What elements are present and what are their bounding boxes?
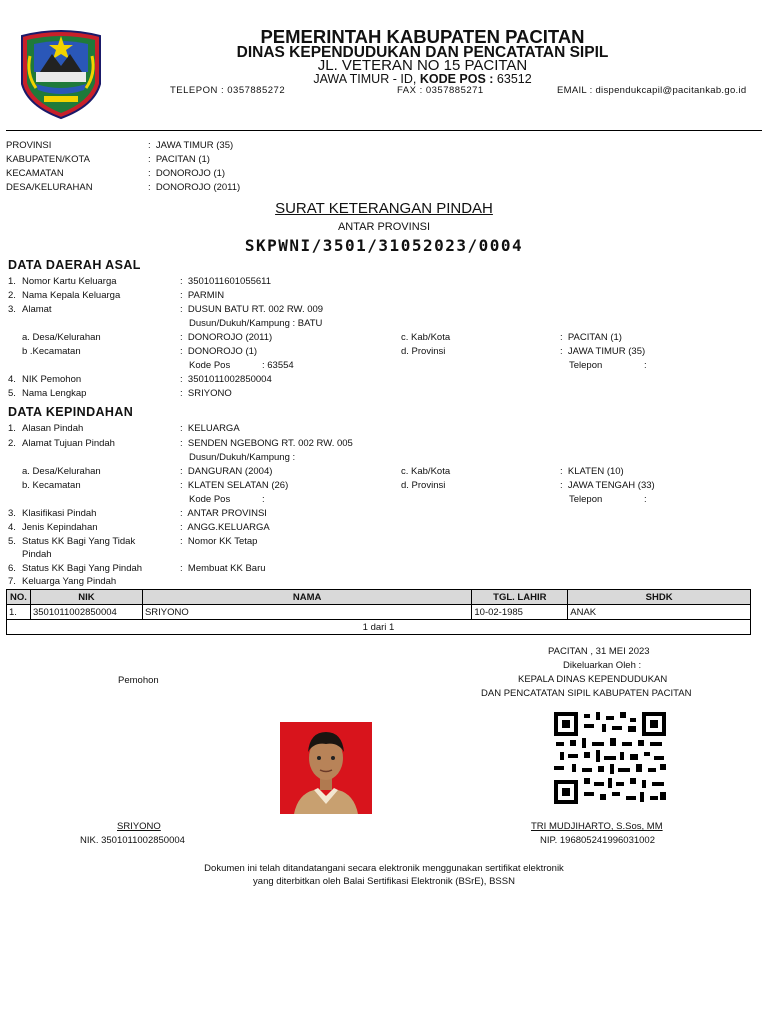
field-value: : SENDEN NGEBONG RT. 002 RW. 005 <box>180 438 353 449</box>
header-fax: FAX : 0357885271 <box>397 85 484 96</box>
field-no: 2. <box>8 290 16 301</box>
document-title: SURAT KETERANGAN PINDAH <box>275 200 493 217</box>
field-no: 2. <box>8 438 16 449</box>
field-value: : 63554 <box>262 360 294 371</box>
issuing-office-line1: KEPALA DINAS KEPENDUDUKAN <box>518 674 668 685</box>
applicant-name: SRIYONO <box>117 821 161 832</box>
field-label: a. Desa/Kelurahan <box>22 466 101 477</box>
field-label: Status KK Bagi Yang Tidak <box>22 536 136 547</box>
field-value: : 3501011601055611 <box>180 276 272 287</box>
header-agency: DINAS KEPENDUDUKAN DAN PENCATATAN SIPIL <box>236 44 609 61</box>
official-nip: NIP. 196805241996031002 <box>540 835 655 846</box>
field-no: 1. <box>8 276 16 287</box>
region-value: : DONOROJO (2011) <box>148 182 241 193</box>
field-value: : JAWA TIMUR (35) <box>560 346 646 357</box>
table-cell: 3501011002850004 <box>30 605 142 620</box>
column-header: TGL. LAHIR <box>472 590 568 605</box>
applicant-label: Pemohon <box>118 675 159 686</box>
table-cell: ANAK <box>568 605 751 620</box>
field-dusun: Dusun/Dukuh/Kampung : BATU <box>189 318 323 329</box>
field-label: Nama Lengkap <box>22 388 87 399</box>
field-no: 5. <box>8 388 16 399</box>
field-label: Kode Pos <box>189 360 231 371</box>
field-value: : ANTAR PROVINSI <box>180 508 267 519</box>
pacitan-regency-emblem <box>14 26 108 120</box>
field-value: : <box>262 494 265 505</box>
field-label: Kode Pos <box>189 494 231 505</box>
field-value: : DUSUN BATU RT. 002 RW. 009 <box>180 304 324 315</box>
region-label: KECAMATAN <box>6 168 64 179</box>
field-label: Alasan Pindah <box>22 423 84 434</box>
table-header-row <box>7 590 751 605</box>
field-value: : DONOROJO (1) <box>180 346 258 357</box>
field-label: Jenis Kepindahan <box>22 522 98 533</box>
field-value: : KLATEN (10) <box>560 466 624 477</box>
header-phone: TELEPON : 0357885272 <box>170 85 286 96</box>
field-dusun: Dusun/Dukuh/Kampung : <box>189 452 296 463</box>
field-label: Telepon <box>569 494 603 505</box>
field-no: 4. <box>8 522 16 533</box>
field-label: NIK Pemohon <box>22 374 82 385</box>
verification-qr-code <box>554 712 666 804</box>
field-value: : <box>644 360 647 371</box>
region-value: : JAWA TIMUR (35) <box>148 140 234 151</box>
family-members-table <box>6 589 751 635</box>
applicant-nik: NIK. 3501011002850004 <box>80 835 185 846</box>
field-label: Keluarga Yang Pindah <box>22 576 117 587</box>
region-label: PROVINSI <box>6 140 52 151</box>
column-header: NAMA <box>142 590 471 605</box>
field-value: : KLATEN SELATAN (26) <box>180 480 289 491</box>
issuing-office-line2: DAN PENCATATAN SIPIL KABUPATEN PACITAN <box>481 688 692 699</box>
field-no: 5. <box>8 536 16 547</box>
official-name: TRI MUDJIHARTO, S.Sos, MM <box>531 821 663 832</box>
issued-by: Dikeluarkan Oleh : <box>563 660 642 671</box>
field-label: Telepon <box>569 360 603 371</box>
header-postcode: 63512 <box>496 72 532 86</box>
field-value: : PACITAN (1) <box>560 332 622 343</box>
field-value: : Nomor KK Tetap <box>180 536 258 547</box>
table-cell: 1. <box>7 605 31 620</box>
table-cell: SRIYONO <box>142 605 471 620</box>
footer-line2: yang diterbitkan oleh Balai Sertifikasi Elektronik (BSrE), BSSN <box>253 876 515 887</box>
header-government: PEMERINTAH KABUPATEN PACITAN <box>260 26 585 47</box>
header-address: JL. VETERAN NO 15 PACITAN <box>317 57 528 74</box>
field-no: 6. <box>8 563 16 574</box>
field-no: 3. <box>8 508 16 519</box>
column-header: NO. <box>7 590 31 605</box>
column-header: NIK <box>30 590 142 605</box>
section-heading-asal: DATA DAERAH ASAL <box>8 258 141 272</box>
table-cell: 10-02-1985 <box>472 605 568 620</box>
region-value: : DONOROJO (1) <box>148 168 226 179</box>
field-value: : DONOROJO (2011) <box>180 332 273 343</box>
field-label: c. Kab/Kota <box>401 332 451 343</box>
field-value: : DANGURAN (2004) <box>180 466 273 477</box>
field-no: 4. <box>8 374 16 385</box>
field-value: : <box>644 494 647 505</box>
footer-line1: Dokumen ini telah ditandatangani secara elektronik menggunakan sertifikat elektronik <box>204 863 564 874</box>
field-no: 7. <box>8 576 16 587</box>
field-value: : KELUARGA <box>180 423 240 434</box>
region-value: : PACITAN (1) <box>148 154 210 165</box>
field-value: : ANGG.KELUARGA <box>180 522 270 533</box>
place-date: PACITAN , 31 MEI 2023 <box>548 646 650 657</box>
region-label: KABUPATEN/KOTA <box>6 154 90 165</box>
field-value: : 3501011002850004 <box>180 374 272 385</box>
field-label: b .Kecamatan <box>22 346 81 357</box>
region-label: DESA/KELURAHAN <box>6 182 93 193</box>
header-region <box>170 72 675 86</box>
field-label: a. Desa/Kelurahan <box>22 332 101 343</box>
section-heading-kepindahan: DATA KEPINDAHAN <box>8 405 134 419</box>
field-value: : Membuat KK Baru <box>180 563 266 574</box>
table-row <box>7 605 751 620</box>
header-postcode-label: KODE POS : <box>419 72 494 86</box>
column-header: SHDK <box>568 590 751 605</box>
field-label: d. Provinsi <box>401 480 446 491</box>
table-footer-row <box>7 620 751 635</box>
field-label: Alamat Tujuan Pindah <box>22 438 115 449</box>
applicant-photo <box>280 722 372 814</box>
field-label: d. Provinsi <box>401 346 446 357</box>
header-region-prefix: JAWA TIMUR - ID, <box>313 72 417 86</box>
header-divider <box>6 130 762 131</box>
page-indicator: 1 dari 1 <box>7 620 751 635</box>
field-no: 1. <box>8 423 16 434</box>
field-value: : JAWA TENGAH (33) <box>560 480 655 491</box>
field-label: b. Kecamatan <box>22 480 81 491</box>
field-label: Nama Kepala Keluarga <box>22 290 121 301</box>
field-label-cont: Pindah <box>22 549 52 560</box>
field-label: Klasifikasi Pindah <box>22 508 97 519</box>
field-label: Alamat <box>22 304 52 315</box>
field-no: 3. <box>8 304 16 315</box>
header-email: EMAIL : dispendukcapil@pacitankab.go.id <box>557 85 747 96</box>
field-value: : SRIYONO <box>180 388 232 399</box>
field-label: Status KK Bagi Yang Pindah <box>22 563 143 574</box>
document-subtitle: ANTAR PROVINSI <box>337 221 431 233</box>
field-label: Nomor Kartu Keluarga <box>22 276 117 287</box>
field-label: c. Kab/Kota <box>401 466 451 477</box>
document-number: SKPWNI/3501/31052023/0004 <box>244 236 524 255</box>
field-value: : PARMIN <box>180 290 225 301</box>
